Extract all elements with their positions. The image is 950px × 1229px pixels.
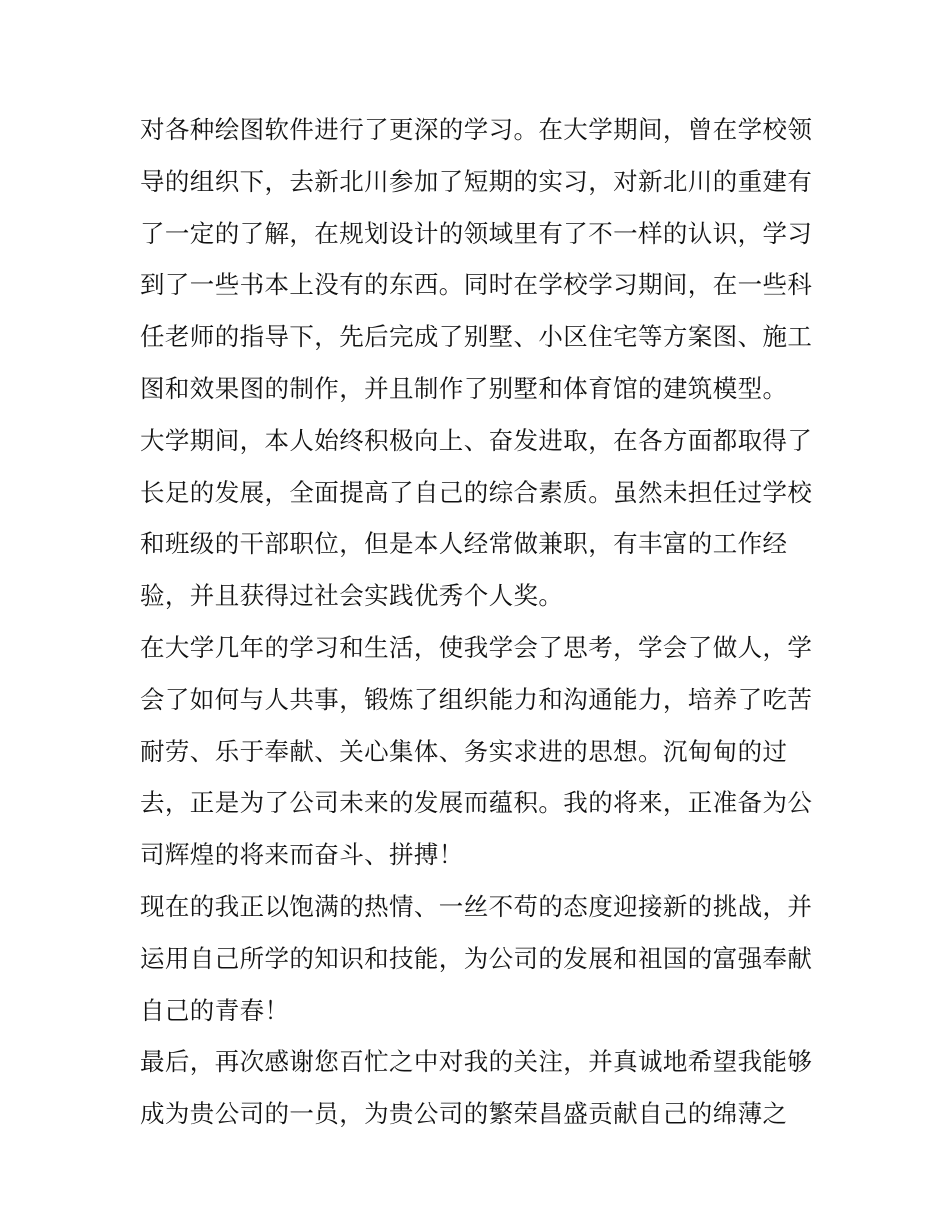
text-line: 对各种绘图软件进行了更深的学习。在大学期间，曾在学校领 xyxy=(140,115,813,144)
text-line: 大学期间，本人始终积极向上、奋发进取，在各方面都取得了 xyxy=(140,425,813,455)
text-line: 在大学几年的学习和生活，使我学会了思考，学会了做人，学 xyxy=(140,632,813,662)
text-line: 了一定的了解，在规划设计的领域里有了不一样的认识，学习 xyxy=(140,218,813,248)
text-line: 图和效果图的制作，并且制作了别墅和体育馆的建筑模型。 xyxy=(140,373,788,403)
paragraph-skills-internship xyxy=(140,104,820,415)
text-line: 长足的发展，全面提高了自己的综合素质。虽然未担任过学校 xyxy=(140,477,813,507)
text-line: 和班级的干部职位，但是本人经常做兼职，有丰富的工作经 xyxy=(140,529,788,559)
paragraph-learning-growth xyxy=(140,622,820,881)
text-line: 耐劳、乐于奉献、关心集体、务实求进的思想。沉甸甸的过 xyxy=(140,736,788,766)
text-line: 运用自己所学的知识和技能，为公司的发展和祖国的富强奉献 xyxy=(140,943,813,973)
document-body xyxy=(140,104,820,1140)
text-line: 任老师的指导下，先后完成了别墅、小区住宅等方案图、施工 xyxy=(140,322,813,352)
text-line: 现在的我正以饱满的热情、一丝不苟的态度迎接新的挑战，并 xyxy=(140,891,813,921)
text-line: 导的组织下，去新北川参加了短期的实习，对新北川的重建有 xyxy=(140,166,813,196)
paragraph-closing-thanks xyxy=(140,1036,820,1140)
paragraph-new-challenge xyxy=(140,881,820,1036)
text-line: 司辉煌的将来而奋斗、拼搏！ xyxy=(140,840,464,870)
text-line: 验，并且获得过社会实践优秀个人奖。 xyxy=(140,581,564,611)
text-line: 成为贵公司的一员，为贵公司的繁荣昌盛贡献自己的绵薄之 xyxy=(140,1099,788,1129)
text-line: 会了如何与人共事，锻炼了组织能力和沟通能力，培养了吃苦 xyxy=(140,684,813,714)
text-line: 到了一些书本上没有的东西。同时在学校学习期间，在一些科 xyxy=(140,270,813,300)
text-line: 自己的青春！ xyxy=(140,995,290,1025)
paragraph-university-development xyxy=(140,415,820,622)
text-line: 最后，再次感谢您百忙之中对我的关注，并真诚地希望我能够 xyxy=(140,1047,813,1077)
text-line: 去，正是为了公司未来的发展而蕴积。我的将来，正准备为公 xyxy=(140,788,813,818)
